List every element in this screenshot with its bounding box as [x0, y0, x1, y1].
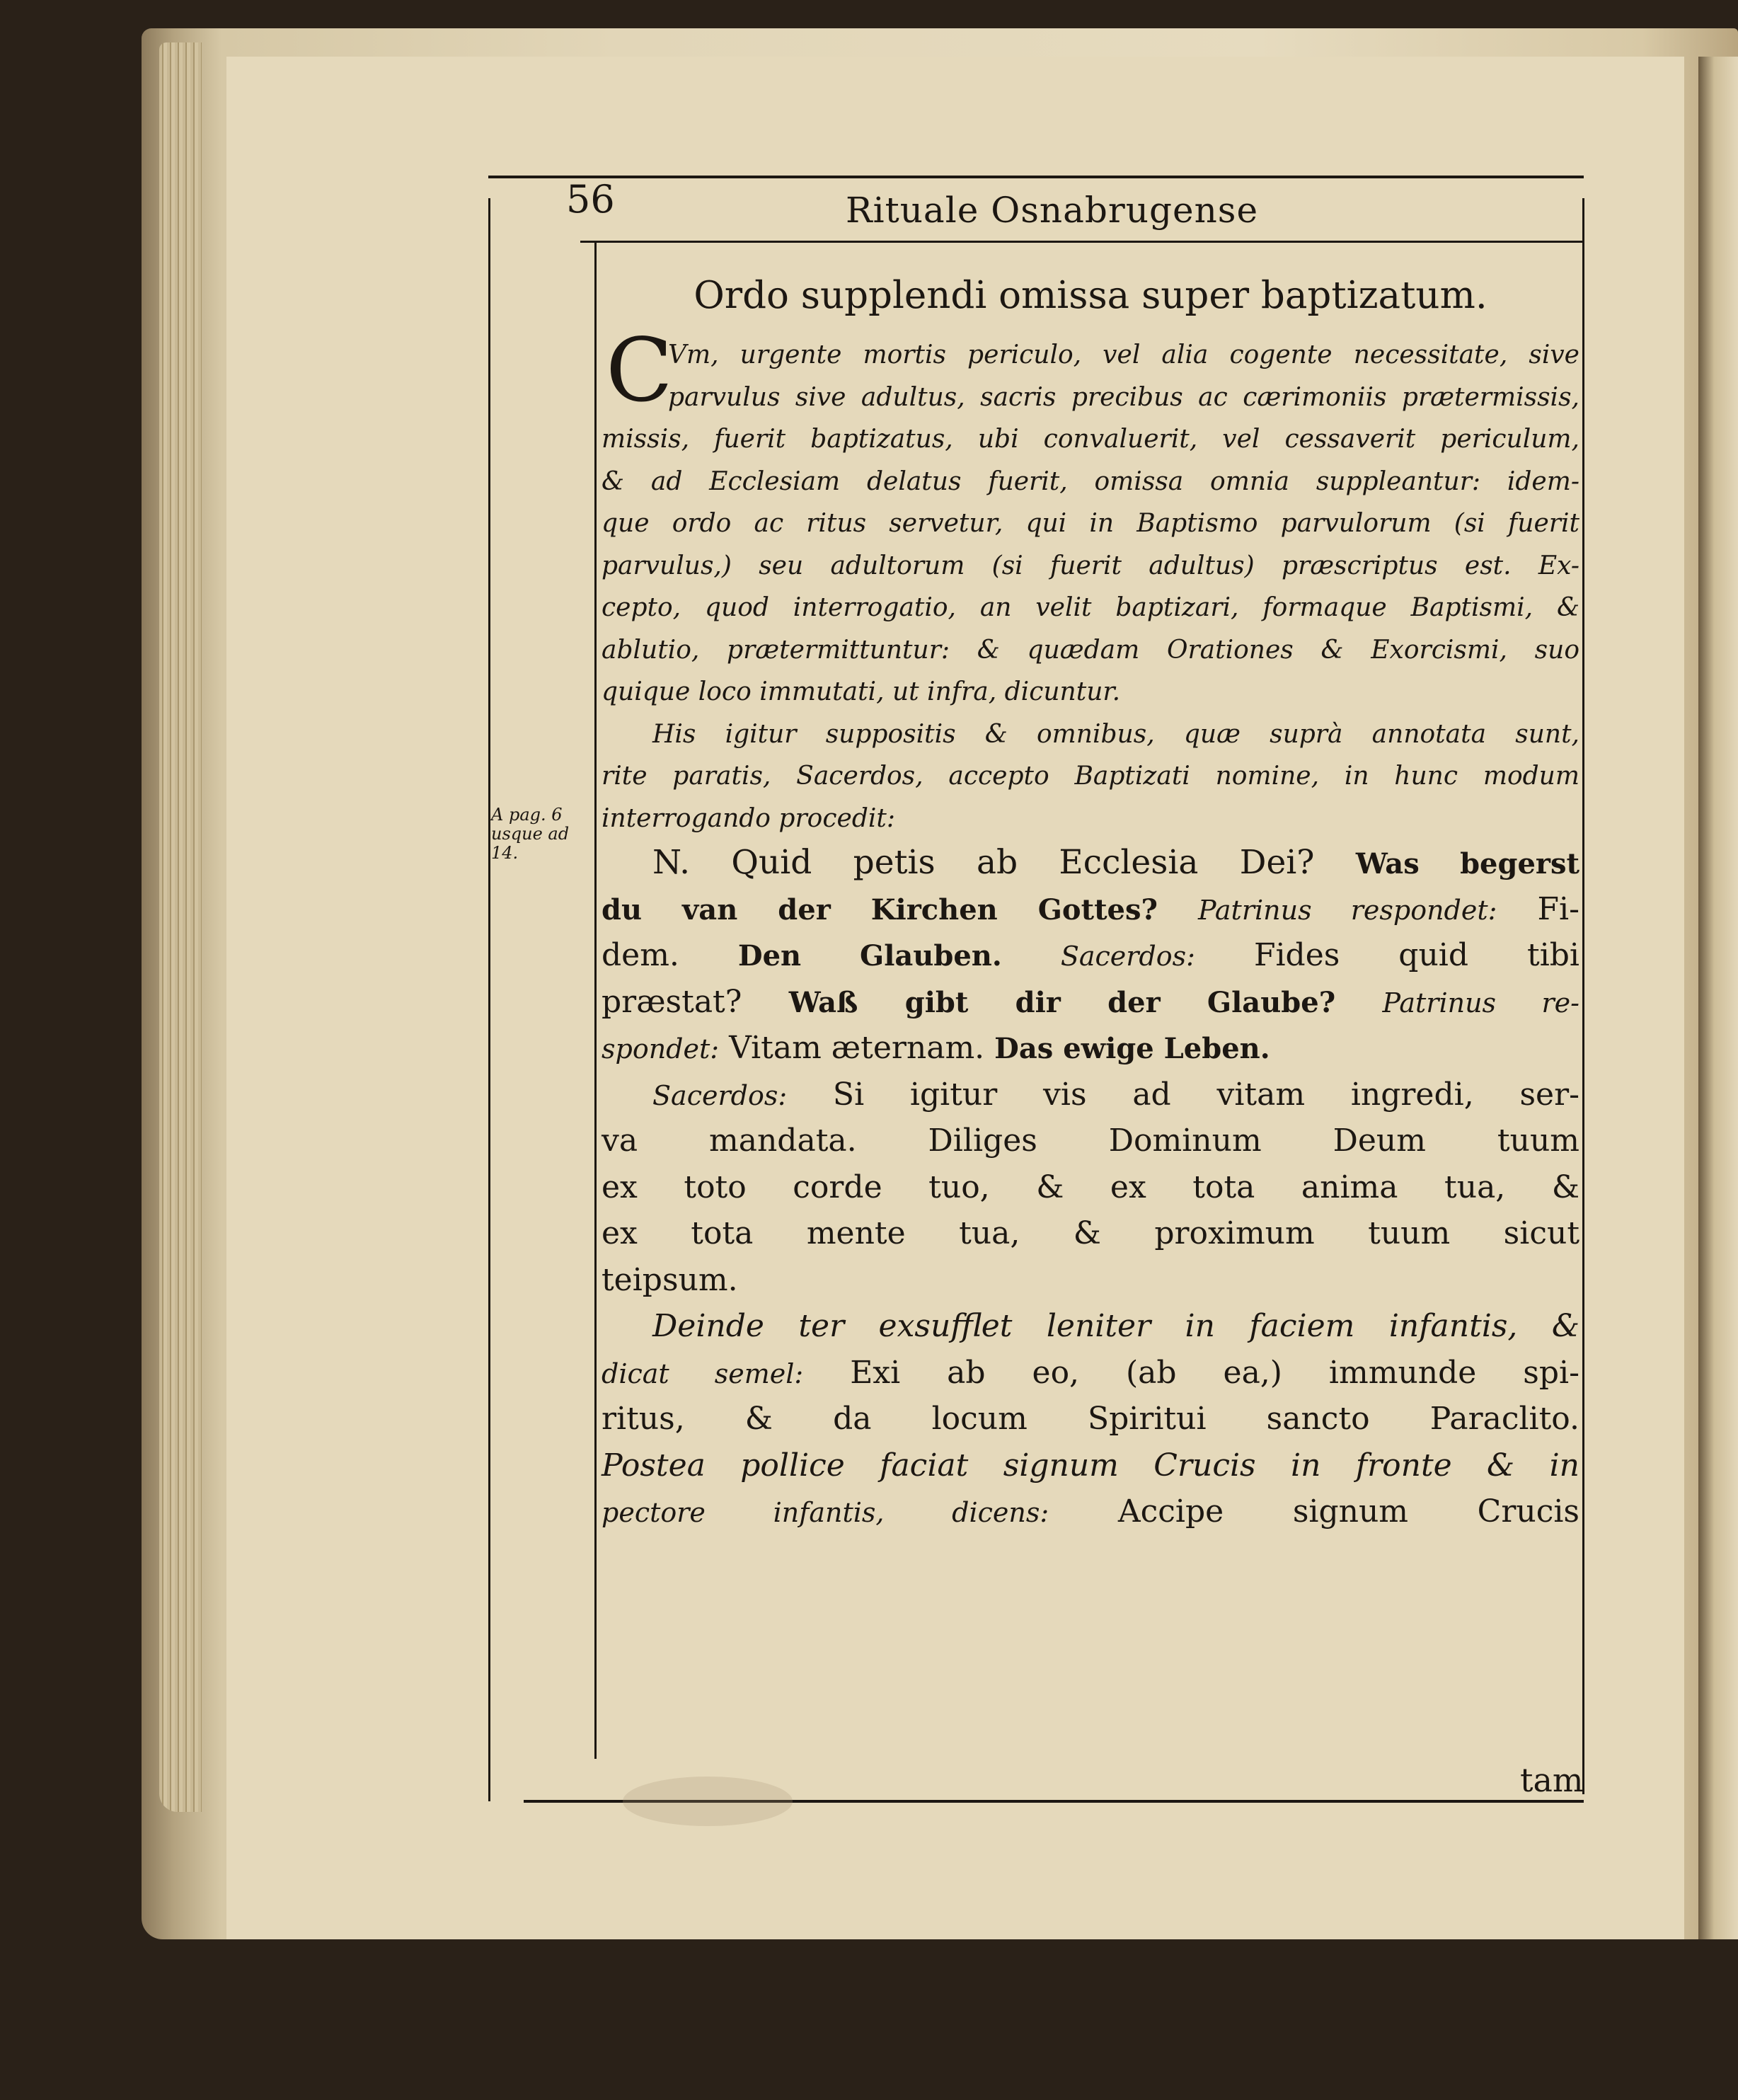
page-header: [566, 177, 1578, 241]
text-line: que ordo ac ritus servetur, qui in Baptismo parvulorum (si fuerit: [602, 509, 1579, 538]
text-line: parvulus sive adultus, sacris precibus ac cærimoniis prætermissis,: [668, 382, 1579, 412]
text-line: [602, 886, 1579, 933]
margin-note-line: usque ad: [491, 824, 570, 844]
margin-note-line: A pag. 6: [491, 805, 563, 825]
facing-page-edge: [1698, 57, 1738, 1939]
rubric: Sacerdos:: [1060, 941, 1195, 972]
german-gloss: Was begerst: [1355, 847, 1579, 880]
rubric-line: Postea pollice faciat signum Crucis in fronte & in: [602, 1447, 1579, 1484]
rubric: spondet:: [602, 1033, 720, 1065]
frame-left-inner: [594, 241, 597, 1759]
rubric: Patrinus re-: [1382, 987, 1579, 1019]
text-line: cepto, quod interrogatio, an velit baptizari, formaque Baptismi, &: [602, 593, 1579, 622]
main-text-block: [602, 268, 1579, 1757]
text-line: ex toto corde tuo, & ex tota anima tua, &: [602, 1169, 1579, 1205]
text-line: [602, 1350, 1579, 1396]
frame-right: [1582, 198, 1584, 1794]
text-line: rite paratis, Sacerdos, accepto Baptizati nomine, in hunc modum: [602, 762, 1579, 791]
text-line: missis, fuerit baptizatus, ubi convaluerit, vel cessaverit periculum,: [602, 425, 1579, 454]
header-rule: [580, 241, 1584, 243]
page-stack-edges: [159, 42, 202, 1812]
rubric: Patrinus respondet:: [1198, 894, 1497, 926]
rubric-line: Deinde ter exsufflet leniter in faciem infantis, &: [652, 1308, 1579, 1344]
german-gloss: Den Glauben.: [737, 939, 1002, 972]
latin-text: Fi-: [1537, 890, 1579, 927]
german-gloss: Das ewige Leben.: [994, 1032, 1270, 1065]
latin-text: præstat?: [602, 983, 742, 1020]
latin-text: Exi ab eo, (ab ea,) immunde spi-: [850, 1354, 1579, 1391]
text-line: Vm, urgente mortis periculo, vel alia cogente necessitate, sive: [668, 340, 1579, 369]
text-line: parvulus,) seu adultorum (si fuerit adultus) præscriptus est. Ex-: [602, 551, 1579, 580]
text-line: [602, 839, 1579, 886]
text-line: ex tota mente tua, & proximum tuum sicut: [602, 1215, 1579, 1251]
text-line: va mandata. Diliges Dominum Deum tuum: [602, 1123, 1579, 1159]
dialogue-text: [602, 839, 1579, 1535]
latin-text: Accipe signum Crucis: [1117, 1493, 1579, 1530]
latin-question: N. Quid petis ab Ecclesia Dei?: [652, 843, 1315, 882]
drop-capital: C: [606, 320, 673, 422]
rubric: Sacerdos:: [652, 1079, 788, 1111]
latin-text: Si igitur vis ad vitam ingredi, ser-: [832, 1076, 1579, 1113]
running-head: Rituale Osnabrugense: [846, 190, 1259, 231]
latin-text: Vitam æternam.: [729, 1030, 985, 1066]
latin-text: Fides quid tibi: [1253, 937, 1579, 973]
text-line: & ad Ecclesiam delatus fuerit, omissa omnia suppleantur: idem-: [602, 466, 1579, 496]
latin-text: dem.: [602, 937, 679, 973]
text-line: [602, 932, 1579, 979]
page-number: 56: [566, 177, 615, 222]
text-line: teipsum.: [602, 1261, 738, 1298]
german-gloss: Waß gibt dir der Glaube?: [788, 985, 1336, 1019]
paper-stain: [623, 1777, 793, 1826]
text-line: [602, 1072, 1579, 1118]
text-line: ablutio, prætermittuntur: & quædam Orationes & Exorcismi, suo: [602, 635, 1579, 665]
rubric: pectore infantis, dicens:: [602, 1497, 1049, 1528]
text-line: His igitur suppositis & omnibus, quæ suprà annotata sunt,: [652, 719, 1579, 749]
frame-left-outer: [488, 198, 490, 1801]
catchword: tam: [1520, 1761, 1584, 1799]
rubric: dicat semel:: [602, 1358, 804, 1389]
text-line: [602, 1488, 1579, 1535]
margin-note: [491, 805, 576, 863]
intro-paragraph: [602, 320, 1579, 839]
text-line: ritus, & da locum Spiritui sancto Paraclito.: [602, 1401, 1579, 1437]
margin-note-line: 14.: [491, 843, 519, 863]
german-gloss: du van der Kirchen Gottes?: [602, 893, 1158, 926]
text-line: quique loco immutati, ut infra, dicuntur.: [602, 677, 1121, 706]
text-line: [602, 1025, 1579, 1072]
text-line: interrogando procedit:: [602, 803, 895, 833]
section-title: Ordo supplendi omissa super baptizatum.: [694, 274, 1487, 317]
text-line: [602, 979, 1579, 1026]
